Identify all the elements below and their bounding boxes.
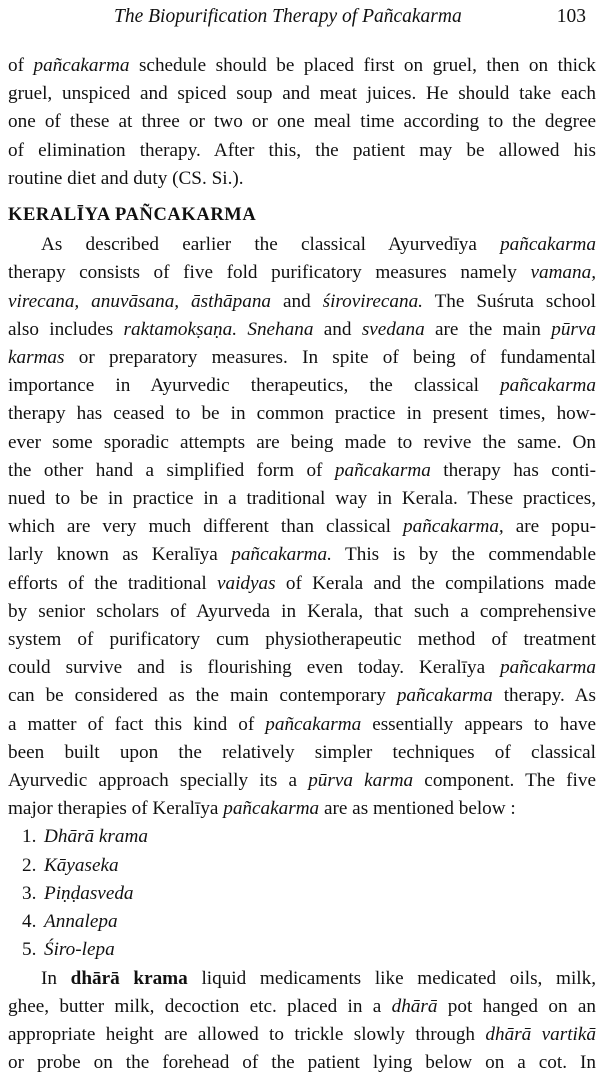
- italic-term: pūrva: [551, 319, 596, 340]
- text-line: [8, 767, 596, 795]
- list-item: [22, 823, 596, 851]
- text-run: schedule should be placed first on gruel, then on thick: [129, 55, 596, 76]
- list-item: [22, 880, 596, 908]
- italic-term: pañcakarma: [265, 714, 361, 735]
- italic-term: vaidyas: [217, 573, 276, 594]
- text-run: and: [313, 319, 361, 340]
- text-run: the other hand a simplified form of: [8, 460, 335, 481]
- text-line: [8, 598, 596, 626]
- text-line: [8, 372, 596, 400]
- text-run: of Kerala and the compilations made: [276, 573, 596, 594]
- italic-term: pañcakarma: [500, 375, 596, 396]
- text-line: [8, 795, 596, 823]
- text-run: efforts of the traditional: [8, 573, 217, 594]
- list-text: Śiro-lepa: [44, 939, 115, 960]
- running-header: [114, 6, 586, 32]
- section-heading: KERALĪYA PAÑCAKARMA: [8, 201, 596, 229]
- text-run: importance in Ayurvedic therapeutics, the classical: [8, 375, 500, 396]
- list-text: Piṇḍasveda: [44, 883, 134, 904]
- italic-term: pañcakarma: [34, 55, 130, 76]
- text-line: [8, 654, 596, 682]
- text-run: therapy consists of five fold purificatory measures namely: [8, 262, 530, 283]
- text-line: [8, 626, 596, 654]
- text-line: [8, 137, 596, 165]
- paragraph-dhara-krama: [8, 965, 596, 1077]
- text-run: a matter of fact this kind of: [8, 714, 265, 735]
- text-run: can be considered as the main contemporary: [8, 685, 397, 706]
- text-run: therapy has conti-: [431, 460, 596, 481]
- italic-term: pañcakarma,: [403, 516, 504, 537]
- text-run: appropriate height are allowed to trickle slowly through: [8, 1024, 485, 1045]
- page-body: [8, 52, 596, 1077]
- list-number: 2.: [22, 852, 44, 880]
- text-run: been built upon the relatively simpler techniques of classical: [8, 742, 596, 763]
- text-run: are the main: [425, 319, 552, 340]
- list-number: 4.: [22, 908, 44, 936]
- text-line: [8, 165, 596, 193]
- text-run: nued to be in practice in a traditional way in Kerala. These practices,: [8, 488, 596, 509]
- text-run: This is by the commendable: [332, 544, 596, 565]
- text-line: [8, 80, 596, 108]
- text-run: liquid medicaments like medicated oils, milk,: [188, 968, 596, 989]
- page-number: 103: [557, 6, 586, 28]
- list-item: [22, 908, 596, 936]
- text-run: larly known as Keralīya: [8, 544, 231, 565]
- text-line: [8, 288, 596, 316]
- text-run: essentially appears to have: [361, 714, 596, 735]
- text-line: [8, 682, 596, 710]
- italic-term: pūrva karma: [308, 770, 413, 791]
- text-line: [8, 259, 596, 287]
- text-run: routine diet and duty (CS. Si.).: [8, 168, 244, 189]
- text-line: [8, 316, 596, 344]
- text-run: therapy has ceased to be in common practice in present times, how-: [8, 403, 596, 424]
- italic-term: dhārā vartikā: [485, 1024, 596, 1045]
- text-run: The Suśruta school: [423, 291, 596, 312]
- text-run: and: [271, 291, 323, 312]
- text-run: gruel, unspiced and spiced soup and meat juices. He should take each: [8, 83, 596, 104]
- italic-term: vamana,: [530, 262, 596, 283]
- text-run: major therapies of Keralīya: [8, 798, 223, 819]
- italic-term: pañcakarma: [500, 234, 596, 255]
- text-line: [8, 400, 596, 428]
- text-run: could survive and is flourishing even today. Keralīya: [8, 657, 500, 678]
- text-run: or probe on the forehead of the patient lying below on a cot. In: [8, 1052, 596, 1073]
- text-line: [8, 52, 596, 80]
- italic-term: dhārā: [392, 996, 438, 1017]
- text-run: As described earlier the classical Ayurvedīya: [41, 234, 500, 255]
- italic-term: pañcakarma: [397, 685, 493, 706]
- text-run: Ayurvedic approach specially its a: [8, 770, 308, 791]
- list-item: [22, 852, 596, 880]
- text-line: [8, 513, 596, 541]
- text-line: [8, 711, 596, 739]
- text-run: ever some sporadic attempts are being made to revive the same. On: [8, 432, 596, 453]
- text-run: or preparatory measures. In spite of being of fundamental: [65, 347, 597, 368]
- therapy-list: [8, 823, 596, 964]
- italic-term: virecana, anuvāsana, āsthāpana: [8, 291, 271, 312]
- text-run: ghee, butter milk, decoction etc. placed in a: [8, 996, 392, 1017]
- text-run: therapy. As: [493, 685, 596, 706]
- italic-term: pañcakarma: [335, 460, 431, 481]
- text-line: [8, 429, 596, 457]
- italic-term: svedana: [362, 319, 425, 340]
- text-run: one of these at three or two or one meal time according to the degree: [8, 111, 596, 132]
- text-line: [8, 570, 596, 598]
- bold-term: dhārā krama: [71, 968, 188, 989]
- text-line: [8, 485, 596, 513]
- text-run: system of purificatory cum physiotherapeutic method of treatment: [8, 629, 596, 650]
- text-line: [8, 231, 596, 259]
- text-run: of elimination therapy. After this, the patient may be allowed his: [8, 140, 596, 161]
- text-line: [8, 541, 596, 569]
- italic-term: raktamokṣaṇa. Snehana: [124, 319, 314, 340]
- list-item: [22, 936, 596, 964]
- list-number: 5.: [22, 936, 44, 964]
- text-line: [8, 1049, 596, 1077]
- list-text: Kāyaseka: [44, 855, 119, 876]
- text-line: [8, 993, 596, 1021]
- list-text: Dhārā krama: [44, 826, 148, 847]
- italic-term: pañcakarma: [500, 657, 596, 678]
- text-run: of: [8, 55, 34, 76]
- text-run: In: [41, 968, 71, 989]
- text-line: [8, 108, 596, 136]
- text-run: also includes: [8, 319, 124, 340]
- text-line: [8, 344, 596, 372]
- text-run: component. The five: [413, 770, 596, 791]
- italic-term: pañcakarma.: [231, 544, 332, 565]
- italic-term: śirovirecana.: [323, 291, 423, 312]
- italic-term: karmas: [8, 347, 65, 368]
- list-number: 3.: [22, 880, 44, 908]
- text-run: which are very much different than classical: [8, 516, 403, 537]
- text-run: are as mentioned below :: [319, 798, 516, 819]
- italic-term: pañcakarma: [223, 798, 319, 819]
- running-title: The Biopurification Therapy of Pañcakarma: [114, 6, 462, 28]
- text-line: [8, 965, 596, 993]
- text-run: by senior scholars of Ayurveda in Kerala, that such a comprehensive: [8, 601, 596, 622]
- text-line: [8, 1021, 596, 1049]
- text-run: pot hanged on an: [437, 996, 596, 1017]
- text-line: [8, 739, 596, 767]
- paragraph-continuation: [8, 52, 596, 193]
- text-line: [8, 457, 596, 485]
- list-number: 1.: [22, 823, 44, 851]
- paragraph-keraliya: [8, 231, 596, 823]
- text-run: are popu-: [504, 516, 596, 537]
- list-text: Annalepa: [44, 911, 118, 932]
